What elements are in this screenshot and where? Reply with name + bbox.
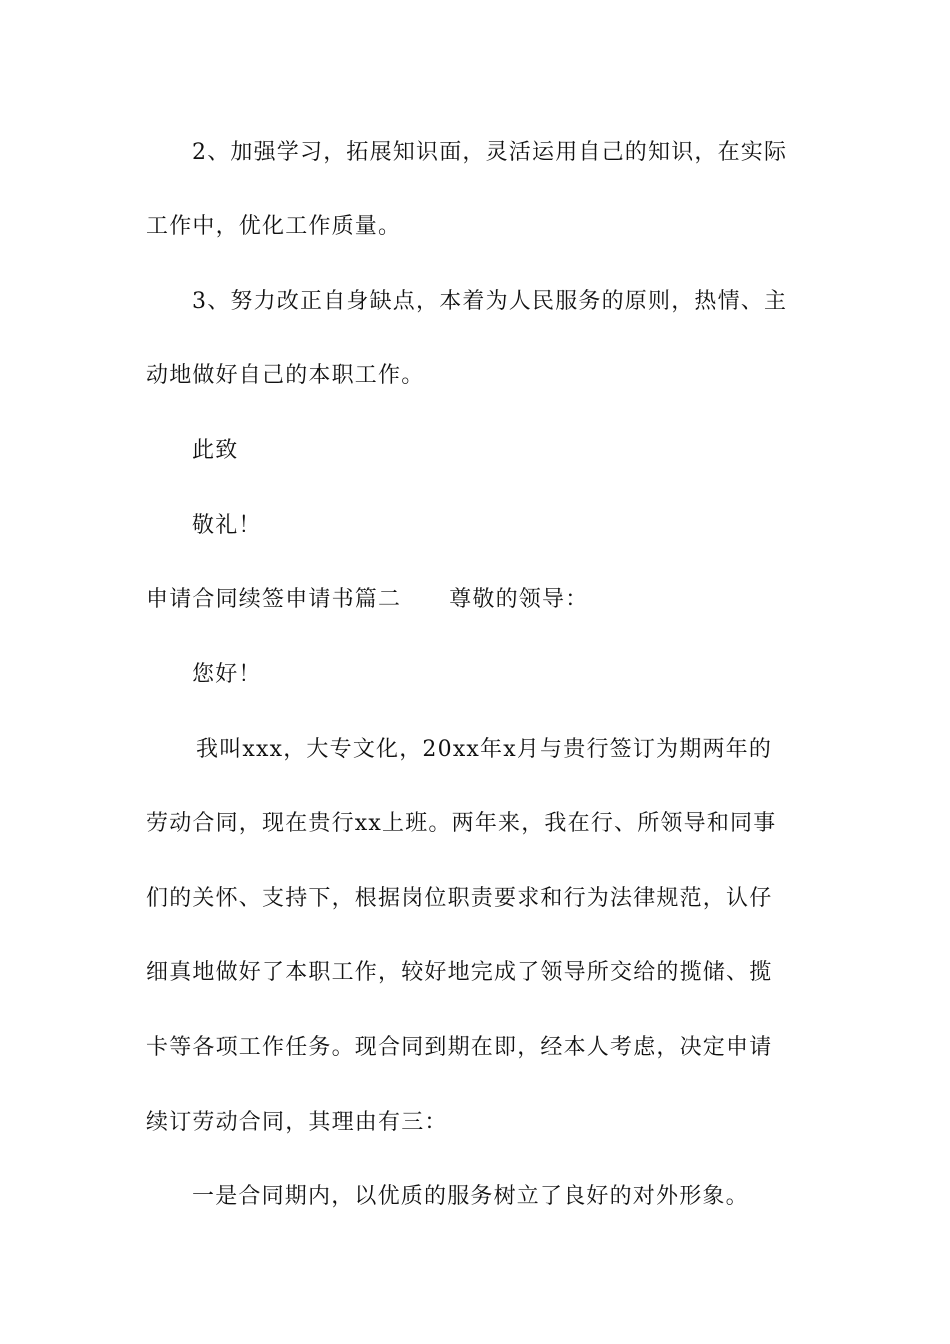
letter-greeting: 尊敬的领导： (449, 587, 589, 612)
greeting-line: 您好！ (192, 662, 262, 687)
paragraph-line: 3、努力改正自身缺点，本着为人民服务的原则，热情、主 (192, 289, 788, 314)
closing-regards: 敬礼！ (192, 513, 262, 538)
paragraph-line: 劳动合同，现在贵行xx上班。两年来，我在行、所领导和同事 (146, 811, 777, 836)
paragraph-line: 们的关怀、支持下，根据岗位职责要求和行为法律规范，认仔 (146, 886, 773, 911)
paragraph-line: 2、加强学习，拓展知识面，灵活运用自己的知识，在实际 (192, 140, 788, 165)
paragraph-line: 一是合同期内，以优质的服务树立了良好的对外形象。 (192, 1184, 749, 1209)
paragraph-line: 我叫xxx，大专文化，20xx年x月与贵行签订为期两年的 (196, 737, 773, 762)
section-title: 申请合同续签申请书篇二 (146, 587, 402, 612)
paragraph-line: 动地做好自己的本职工作。 (146, 363, 425, 388)
paragraph-line: 续订劳动合同，其理由有三： (146, 1110, 448, 1135)
paragraph-line: 卡等各项工作任务。现合同到期在即，经本人考虑，决定申请 (146, 1035, 773, 1060)
paragraph-line: 细真地做好了本职工作，较好地完成了领导所交给的揽储、揽 (146, 960, 773, 985)
section-heading-row (146, 585, 806, 615)
closing-salutation: 此致 (192, 438, 239, 463)
paragraph-line: 工作中，优化工作质量。 (146, 214, 402, 239)
